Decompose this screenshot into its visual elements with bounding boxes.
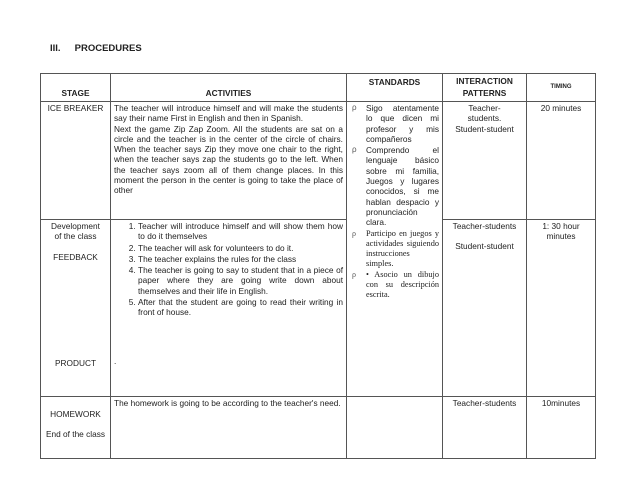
homework-stage-line2: End of the class bbox=[45, 429, 106, 440]
rho-bullet-icon: ρ bbox=[352, 145, 357, 155]
header-interaction-line1: INTERACTION bbox=[456, 76, 513, 86]
row-icebreaker bbox=[41, 102, 596, 220]
development-interaction-line1: Teacher-students bbox=[452, 221, 517, 231]
row-development bbox=[41, 220, 596, 397]
header-interaction-line2: PATTERNS bbox=[462, 88, 507, 98]
standards-cell bbox=[347, 102, 443, 397]
rho-bullet-icon: ρ bbox=[352, 228, 356, 238]
development-interaction bbox=[443, 220, 527, 397]
standard-text: Participo en juegos y actividades siguiendo instrucciones simples. bbox=[366, 228, 439, 268]
row-homework bbox=[41, 397, 596, 459]
development-steps bbox=[114, 221, 343, 318]
feedback-label: FEEDBACK bbox=[53, 251, 98, 262]
icebreaker-interaction-line2: students. bbox=[467, 113, 502, 124]
homework-timing: 10minutes bbox=[527, 397, 596, 459]
header-stage: STAGE bbox=[41, 74, 111, 102]
icebreaker-activities bbox=[111, 102, 347, 220]
development-timing: 1: 30 hour minutes bbox=[527, 220, 596, 397]
icebreaker-intro: The teacher will introduce himself and will make the students say their name First in English and then in Spanish. bbox=[114, 103, 343, 124]
header-standards: STANDARDS bbox=[347, 74, 443, 102]
header-row bbox=[41, 74, 596, 102]
icebreaker-stage: ICE BREAKER bbox=[41, 102, 111, 220]
development-interaction-line2: Student-student bbox=[455, 241, 514, 252]
step-item: 4. The teacher is going to say to student that in a piece of paper where they are going write down about themselves and their life in English. bbox=[138, 265, 343, 296]
development-activities bbox=[111, 220, 347, 397]
standard-item bbox=[352, 228, 439, 269]
procedures-table bbox=[40, 73, 596, 459]
rho-bullet-icon: ρ bbox=[352, 269, 356, 279]
standards-list bbox=[350, 103, 439, 300]
standard-item bbox=[352, 145, 439, 228]
standard-item bbox=[352, 269, 439, 300]
icebreaker-timing: 20 minutes bbox=[527, 102, 596, 220]
product-label: PRODUCT bbox=[54, 357, 97, 368]
homework-interaction: Teacher-students bbox=[443, 397, 527, 459]
section-title: PROCEDURES bbox=[74, 43, 142, 54]
step-item: 1. Teacher will introduce himself and will show them how to do it themselves bbox=[138, 221, 343, 242]
standard-item bbox=[352, 103, 439, 144]
icebreaker-interaction-line1: Teacher- bbox=[468, 103, 501, 113]
development-stage-line2: of the class bbox=[54, 231, 97, 242]
homework-standards bbox=[347, 397, 443, 459]
header-timing: TIMING bbox=[527, 74, 596, 102]
step-item: 3. The teacher explains the rules for the class bbox=[138, 254, 343, 264]
homework-stage bbox=[41, 397, 111, 459]
step-item: 5. After that the student are going to read their writing in front of house. bbox=[138, 297, 343, 318]
section-heading bbox=[50, 43, 142, 54]
development-stage-line1: Development bbox=[51, 221, 100, 231]
homework-activity: The homework is going to be according to the teacher's need. bbox=[111, 397, 347, 459]
development-stage bbox=[41, 220, 111, 397]
icebreaker-interaction bbox=[443, 102, 527, 220]
standard-text: Sigo atentamente lo que dicen mi profesor y mis compañeros bbox=[366, 103, 439, 144]
header-interaction-patterns bbox=[443, 74, 527, 102]
icebreaker-game: Next the game Zip Zap Zoom. All the students are sat on a circle and the teacher is in the center of the circle of chairs. When the teacher says Zip they move one chair to the right, when the teacher says zap the students go to the left. When the teacher says zoom all of them change places. In this moment the person in the center is going to take the place of other bbox=[114, 123, 343, 196]
section-number: III. bbox=[50, 43, 61, 54]
icebreaker-interaction-line3: Student-student bbox=[455, 123, 514, 134]
homework-stage-line1: HOMEWORK bbox=[50, 409, 101, 419]
header-activities: ACTIVITIES bbox=[111, 74, 347, 102]
standard-text: Comprendo el lenguaje básico sobre mi familia, Juegos y lugares conocidos, si me hablan despacio y pronunciación clara. bbox=[366, 145, 439, 228]
step-item: 2. The teacher will ask for volunteers to do it. bbox=[138, 243, 343, 253]
rho-bullet-icon: ρ bbox=[352, 103, 357, 112]
stray-dot: . bbox=[114, 355, 117, 366]
standard-text: • Asocio un dibujo con su descripción escrita. bbox=[366, 269, 439, 299]
